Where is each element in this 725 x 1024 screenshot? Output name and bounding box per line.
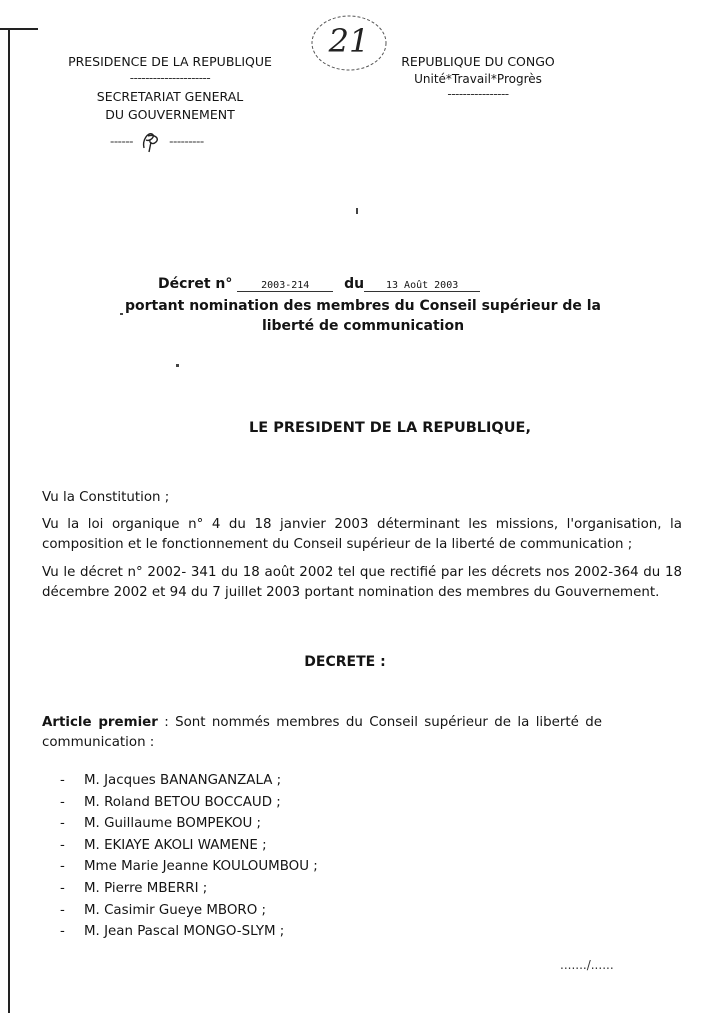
decree-title [158,276,578,292]
member-name: M. Jean Pascal MONGO-SLYM ; [84,924,285,940]
list-item [60,770,460,792]
decree-date: 13 Août 2003 [364,280,480,292]
header-right-dashes: ---------------- [447,87,509,101]
article-premier [42,713,602,753]
bullet-dash: - [60,859,65,875]
dashes-after-initials: --------- [169,134,204,149]
republic-motto: Unité*Travail*Progrès [414,72,542,86]
header-right [383,54,573,101]
decree-date-label: du [344,276,365,292]
list-item [60,878,460,900]
bullet-dash: - [60,816,65,832]
member-name: Mme Marie Jeanne KOULOUMBOU ; [84,859,318,875]
scan-speck [356,208,358,214]
visa-decree: Vu le décret n° 2002- 341 du 18 août 2002 tel que rectifié par les décrets nos 2002-364 du 18 décembre 2002 et 94 du 7 juillet 2003 portant nomination des membres du Gouvernement. [42,565,682,600]
bullet-dash: - [60,924,65,940]
margin-tick [0,28,38,30]
presidency-title: PRESIDENCE DE LA REPUBLIQUE [68,54,272,69]
bullet-dash: - [60,837,65,853]
list-item [60,921,460,943]
scan-speck [120,313,123,315]
member-name: M. Pierre MBERRI ; [84,880,208,896]
government-title: DU GOUVERNEMENT [105,107,235,122]
decree-subject-line1: portant nomination des membres du Conseil supérieur de la [125,298,601,314]
bullet-dash: - [60,902,65,918]
header-left [40,54,300,122]
header-left-dashes: --------------------- [129,71,211,85]
bullet-dash: - [60,773,65,788]
list-item [60,792,460,814]
initials-signature [138,128,164,154]
member-name: M. Casimir Gueye MBORO ; [84,902,267,918]
decree-number: 2003-214 [237,280,333,292]
registration-stamp [308,12,390,74]
republic-title: REPUBLIQUE DU CONGO [401,54,555,69]
list-item [60,856,460,878]
article-label: Article premier [42,715,158,730]
secretariat-title: SECRETARIAT GENERAL [96,89,244,104]
list-item [60,813,460,835]
bullet-dash: - [60,880,65,896]
scan-speck [176,364,179,367]
stamp-number: 21 [328,22,370,60]
binding-margin-line [8,28,10,1013]
authority-heading: LE PRESIDENT DE LA REPUBLIQUE, [249,420,531,436]
bullet-dash: - [60,794,65,810]
visa-organic-law: Vu la loi organique n° 4 du 18 janvier 2003 déterminant les missions, l'organisation, la composition et le fonctionnement du Conseil supérieur de la liberté de communication ; [42,517,682,552]
page-continuation: ......./...... [560,958,614,972]
header-left-dashes-row [110,128,230,154]
visa-constitution: Vu la Constitution ; [42,490,170,505]
decrete-heading: DECRETE : [304,654,386,670]
member-name: M. EKIAYE AKOLI WAMENE ; [84,837,267,853]
list-item [60,835,460,857]
member-name: M. Roland BETOU BOCCAUD ; [84,794,281,810]
list-item [60,900,460,922]
decree-subject [118,296,608,336]
dashes-before-initials: ------ [110,134,133,149]
members-list [60,770,460,943]
member-name: M. Jacques BANANGANZALA ; [84,773,282,788]
article-text: : Sont nommés membres du Conseil supérieur de la liberté de communication : [42,715,602,750]
member-name: M. Guillaume BOMPEKOU ; [84,816,262,832]
decree-subject-line2: liberté de communication [261,318,465,334]
decree-label: Décret n° [158,276,233,292]
